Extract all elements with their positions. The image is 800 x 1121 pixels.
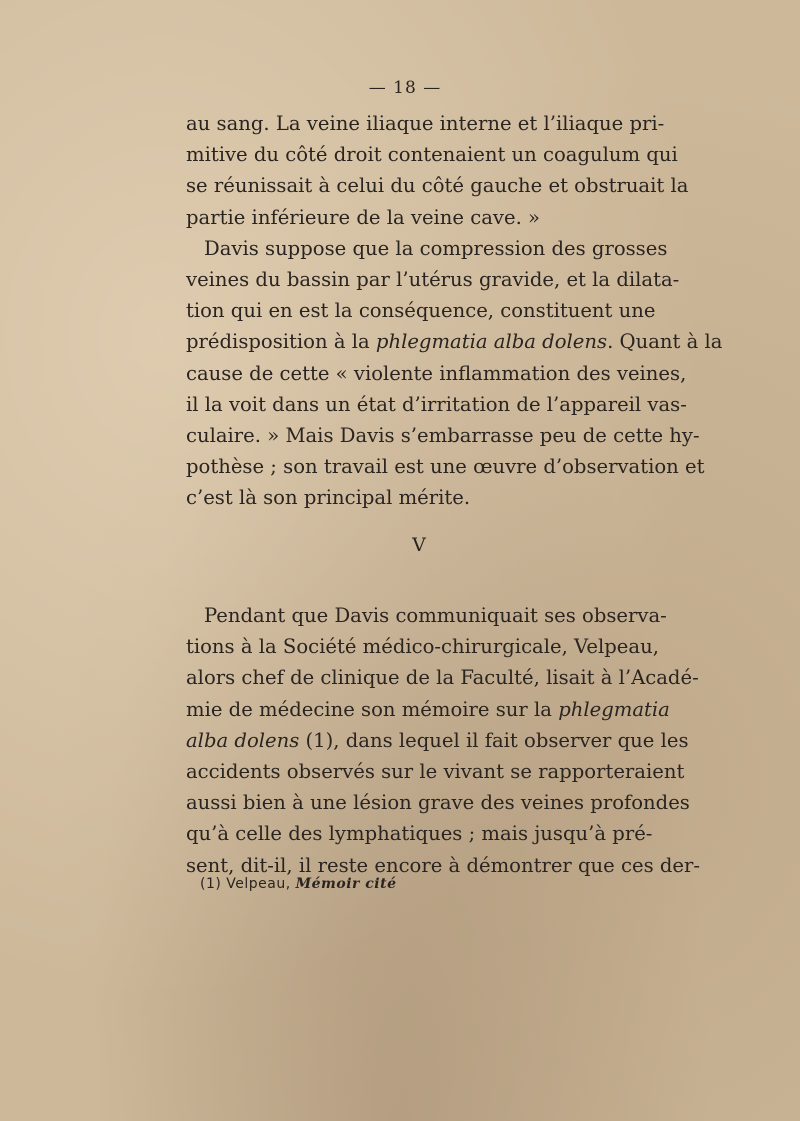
text-line: partie inférieure de la veine cave. » <box>186 205 541 229</box>
text-line: alors chef de clinique de la Faculté, lisait à l’Acadé- <box>186 666 699 690</box>
text-line: tion qui en est la conséquence, constituent une <box>186 299 656 323</box>
text-line: il la voit dans un état d’irritation de l’appareil vas- <box>186 392 687 416</box>
text-segment: prédisposition à la <box>186 330 376 354</box>
body-text-upper <box>186 108 723 513</box>
footnote-italic: Mémoir cité <box>295 876 397 892</box>
text-segment: mie de médecine son mémoire sur la <box>186 697 559 721</box>
text-line: au sang. La veine iliaque interne et l’iliaque pri- <box>186 112 665 135</box>
text-line: accidents observés sur le vivant se rapporteraient <box>186 759 685 783</box>
italic-term: alba dolens <box>186 728 300 752</box>
text-line-with-italic <box>186 326 723 357</box>
section-heading: V <box>412 534 426 556</box>
text-line: tions à la Société médico-chirurgicale, Velpeau, <box>186 635 659 659</box>
text-line: c’est là son principal mérite. <box>186 486 471 510</box>
text-line: mitive du côté droit contenaient un coagulum qui <box>186 143 678 167</box>
page-number: — 18 — <box>368 78 442 98</box>
text-line: se réunissait à celui du côté gauche et obstruait la <box>186 174 689 198</box>
body-text-lower <box>186 600 700 881</box>
italic-term: phlegmatia <box>558 697 670 721</box>
text-line: Pendant que Davis communiquait ses observa- <box>204 604 667 627</box>
text-line: veines du bassin par l’utérus gravide, et la dilata- <box>186 267 680 291</box>
italic-term: phlegmatia alba dolens <box>375 330 608 354</box>
text-line: Davis suppose que la compression des grosses <box>204 236 668 260</box>
text-line: qu’à celle des lymphatiques ; mais jusqu’à pré- <box>186 822 653 846</box>
text-segment: . Quant à la <box>607 330 723 354</box>
text-line: sent, dit-il, il reste encore à démontrer que ces der- <box>186 853 700 877</box>
text-line-with-italic <box>186 694 670 725</box>
text-line: aussi bien à une lésion grave des veines profondes <box>186 791 690 815</box>
footnote <box>200 876 396 892</box>
text-line: cause de cette « violente inflammation des veines, <box>186 361 687 385</box>
text-segment: (1), dans lequel il fait observer que les <box>299 728 689 752</box>
text-line-with-italic <box>186 725 689 756</box>
text-line: pothèse ; son travail est une œuvre d’observation et <box>186 455 705 479</box>
footnote-text: (1) Velpeau, <box>200 876 296 892</box>
text-line: culaire. » Mais Davis s’embarrasse peu de cette hy- <box>186 423 700 447</box>
